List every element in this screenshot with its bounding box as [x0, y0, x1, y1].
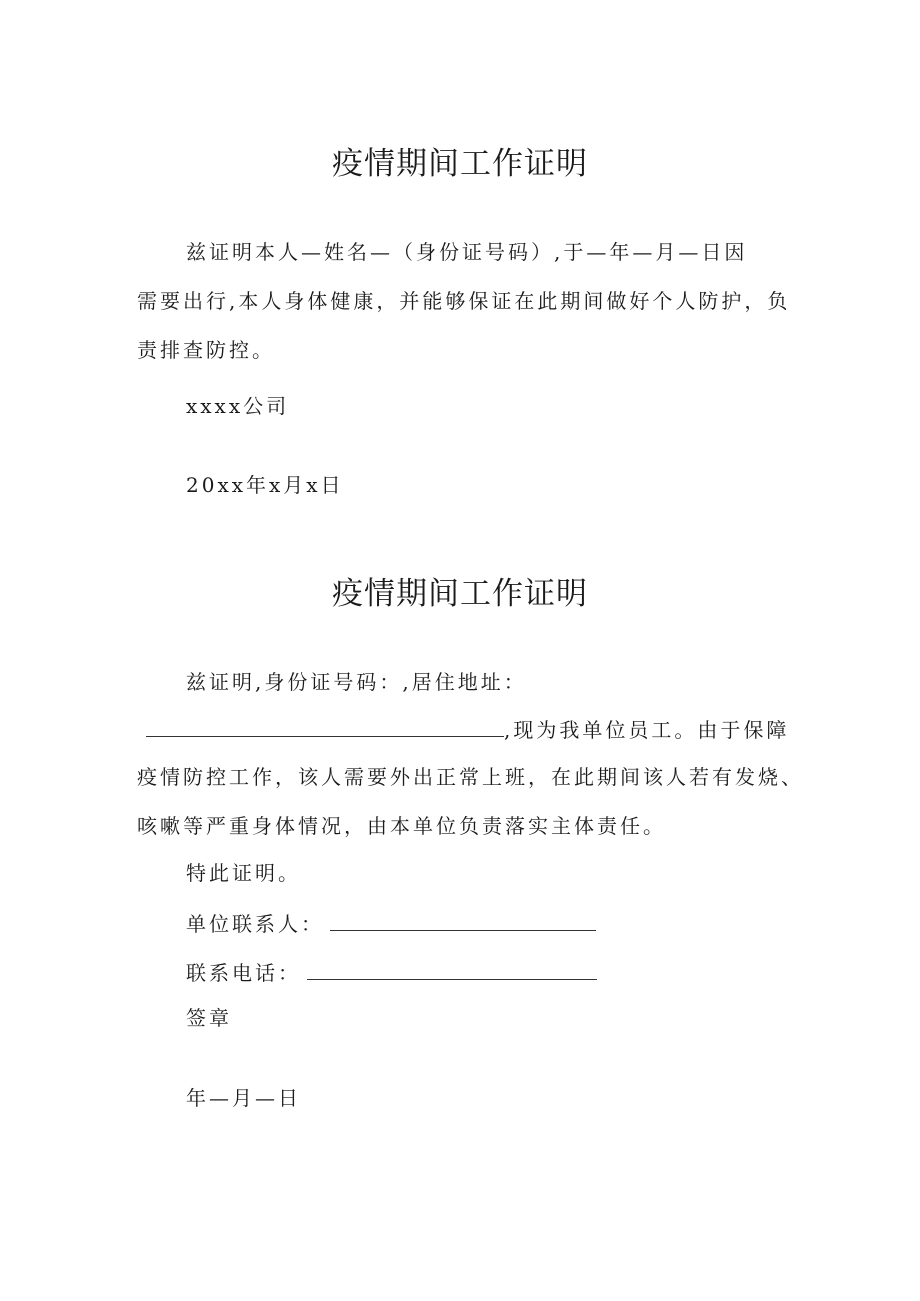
cert2-paragraph-line-2-text: ,现为我单位员工。由于保障	[504, 718, 790, 742]
contact-person-row	[186, 912, 596, 934]
cert2-paragraph-line-1: 兹证明,身份证号码：,居住地址：	[186, 670, 527, 694]
cert2-paragraph-line-2	[146, 718, 789, 740]
cert2-paragraph-line-3: 疫情防控工作，该人需要外出正常上班，在此期间该人若有发烧、	[137, 765, 804, 789]
cert1-paragraph-line-1: 兹证明本人—姓名—（身份证号码）,于—年—月—日因	[186, 240, 748, 264]
cert1-date: 20xx年x月x日	[186, 473, 344, 497]
contact-phone-blank[interactable]	[307, 961, 597, 980]
address-blank-line[interactable]	[146, 718, 504, 737]
cert1-company: xxxx公司	[186, 394, 290, 418]
seal-label: 签章	[186, 1006, 232, 1030]
contact-person-label: 单位联系人：	[186, 912, 324, 936]
contact-person-blank[interactable]	[330, 912, 596, 931]
cert2-title: 疫情期间工作证明	[332, 576, 588, 612]
cert2-closing: 特此证明。	[186, 861, 301, 885]
cert2-date: 年—月—日	[186, 1086, 301, 1110]
cert1-paragraph-line-3: 责排查防控。	[137, 338, 275, 362]
cert2-paragraph-line-4: 咳嗽等严重身体情况，由本单位负责落实主体责任。	[137, 814, 666, 838]
cert1-title: 疫情期间工作证明	[332, 146, 588, 182]
contact-phone-row	[186, 961, 597, 983]
contact-phone-label: 联系电话：	[186, 961, 301, 985]
cert1-paragraph-line-2: 需要出行,本人身体健康，并能够保证在此期间做好个人防护，负	[137, 289, 791, 313]
